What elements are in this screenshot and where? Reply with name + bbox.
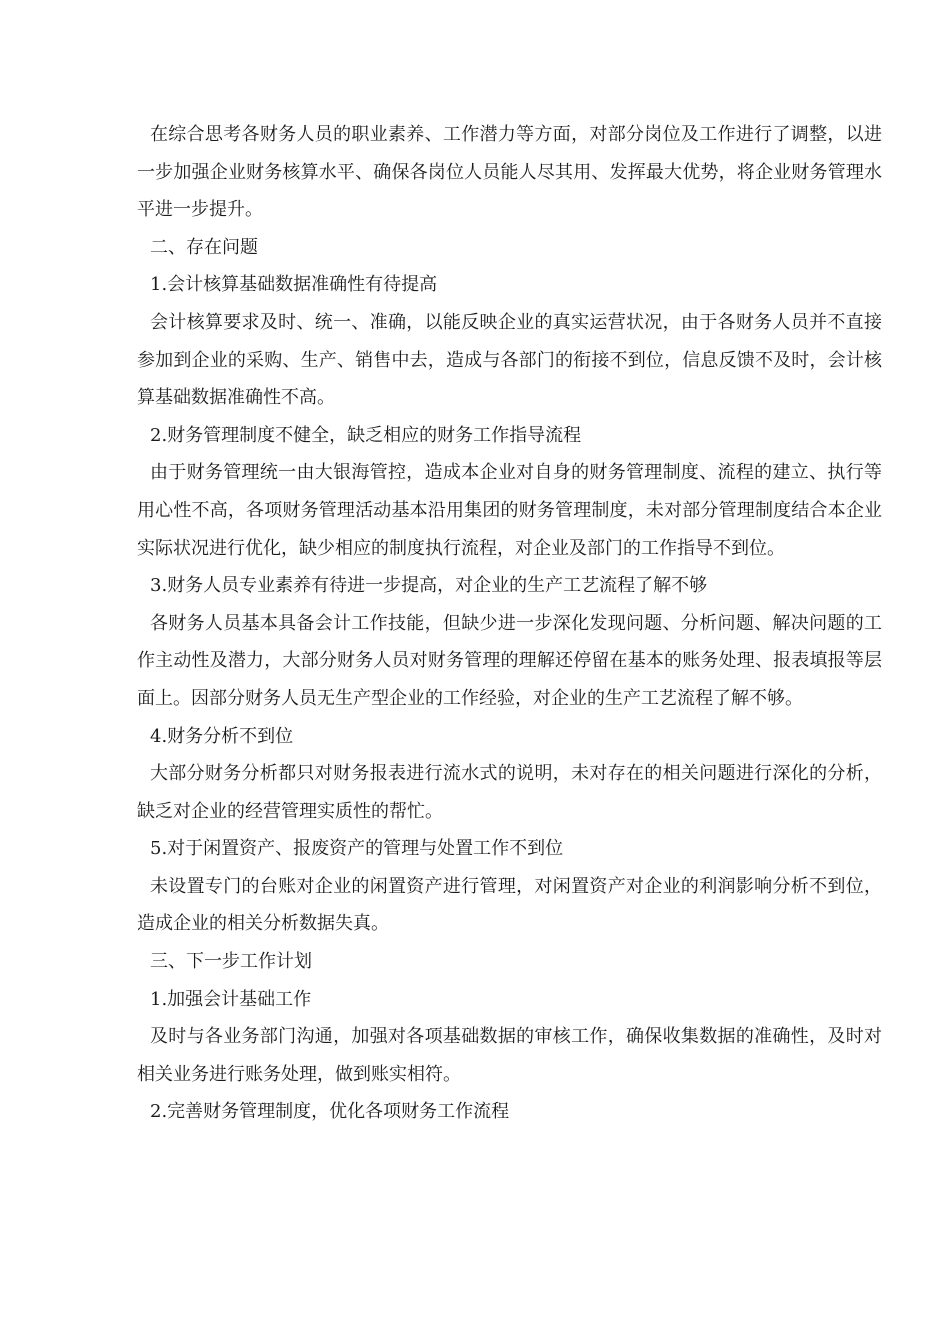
paragraph-accounting-data-accuracy: 会计核算要求及时、统一、准确，以能反映企业的真实运营状况，由于各财务人员并不直接参加到企业的采购、生产、销售中去，造成与各部门的衔接不到位，信息反馈不及时，会计核算基础数据准确性不高。: [137, 311, 882, 409]
paragraph-staff-adjustment: 在综合思考各财务人员的职业素养、工作潜力等方面，对部分岗位及工作进行了调整，以进一步加强企业财务核算水平、确保各岗位人员能人尽其用、发挥最大优势，将企业财务管理水平进一步提升。: [137, 124, 882, 221]
subheading-staff-professionalism: 3.财务人员专业素养有待进一步提高，对企业的生产工艺流程了解不够: [150, 575, 708, 597]
subheading-idle-assets: 5.对于闲置资产、报废资产的管理与处置工作不到位: [150, 838, 564, 860]
subheading-management-system: 2.财务管理制度不健全，缺乏相应的财务工作指导流程: [150, 424, 582, 446]
section-heading-next-steps: 三、下一步工作计划: [150, 951, 312, 973]
subheading-accounting-basics: 1.加强会计基础工作: [150, 988, 312, 1010]
paragraph-accounting-basics: 及时与各业务部门沟通，加强对各项基础数据的审核工作，确保收集数据的准确性，及时对相关业务进行账务处理，做到账实相符。: [137, 1026, 882, 1085]
paragraph-financial-analysis: 大部分财务分析都只对财务报表进行流水式的说明，未对存在的相关问题进行深化的分析，缺乏对企业的经营管理实质性的帮忙。: [137, 763, 882, 822]
paragraph-management-system: 由于财务管理统一由大银海管控，造成本企业对自身的财务管理制度、流程的建立、执行等用心性不高，各项财务管理活动基本沿用集团的财务管理制度，未对部分管理制度结合本企业实际状况进行优化，缺少相应的制度执行流程，对企业及部门的工作指导不到位。: [137, 462, 882, 559]
section-heading-existing-problems: 二、存在问题: [150, 236, 258, 258]
subheading-accounting-data-accuracy: 1.会计核算基础数据准确性有待提高: [150, 274, 438, 296]
paragraph-idle-assets: 未设置专门的台账对企业的闲置资产进行管理，对闲置资产对企业的利润影响分析不到位，造成企业的相关分析数据失真。: [137, 875, 882, 935]
subheading-improve-system: 2.完善财务管理制度，优化各项财务工作流程: [150, 1101, 510, 1123]
paragraph-staff-professionalism: 各财务人员基本具备会计工作技能，但缺少进一步深化发现问题、分析问题、解决问题的工作主动性及潜力，大部分财务人员对财务管理的理解还停留在基本的账务处理、报表填报等层面上。因部分财务人员无生产型企业的工作经验，对企业的生产工艺流程了解不够。: [137, 612, 882, 709]
subheading-financial-analysis: 4.财务分析不到位: [150, 725, 294, 747]
document-body: [137, 116, 882, 1131]
